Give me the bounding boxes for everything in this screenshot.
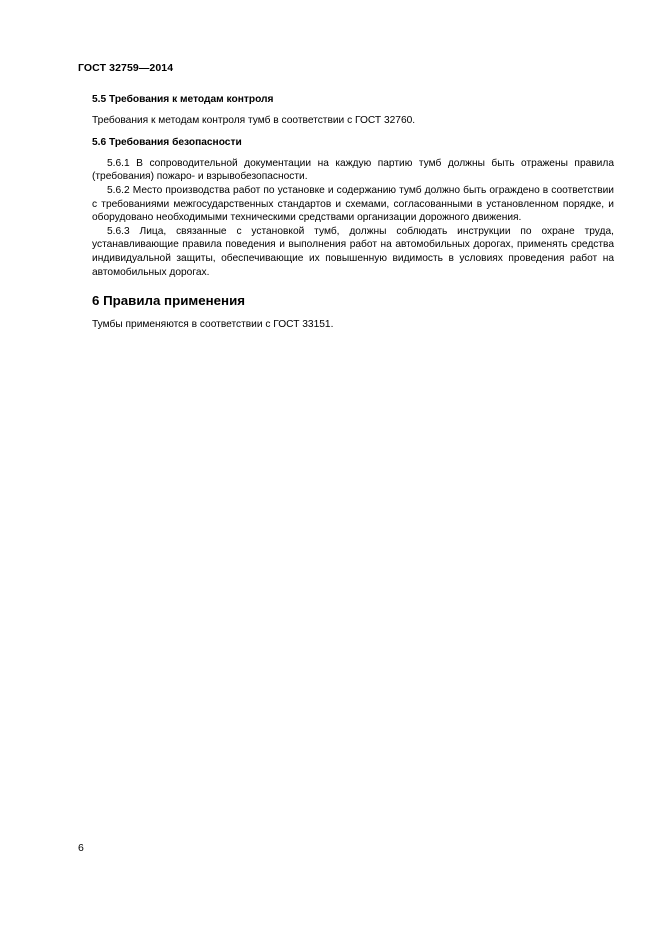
section-5-6-heading: 5.6 Требования безопасности: [92, 137, 242, 149]
page-number: 6: [78, 842, 84, 854]
section-5-5-heading: 5.5 Требования к методам контроля: [92, 94, 274, 105]
section-6-heading: 6 Правила применения: [92, 293, 245, 309]
section-6-text: Тумбы применяются в соответствии с ГОСТ 33151.: [92, 319, 334, 331]
paragraph-5-6-1: 5.6.1 В сопроводительной документации на каждую партию тумб должны быть отражены правила (требования) пожаро- и взрывобезопасности.: [92, 157, 614, 183]
paragraph-5-6-3: 5.6.3 Лица, связанные с установкой тумб, должны соблюдать инструкции по охране труда, устанавливающие правила поведения и выполнения работ на автомобильных дорогах, применять средства индивидуальной защиты, обеспечивающие их повышенную видимость в условиях проведения работ на автомобильных дорогах.: [92, 225, 614, 278]
section-5-5-text: Требования к методам контроля тумб в соответствии с ГОСТ 32760.: [92, 114, 416, 126]
paragraph-5-6-2: 5.6.2 Место производства работ по установке и содержанию тумб должно быть ограждено в соответствии с требованиями межгосударственных стандартов и схемами, согласованными в установленном порядке, и оборудовано необходимыми техническими средствами организации дорожного движения.: [92, 184, 614, 224]
document-code-header: ГОСТ 32759—2014: [78, 62, 174, 74]
page-body: [92, 93, 614, 341]
